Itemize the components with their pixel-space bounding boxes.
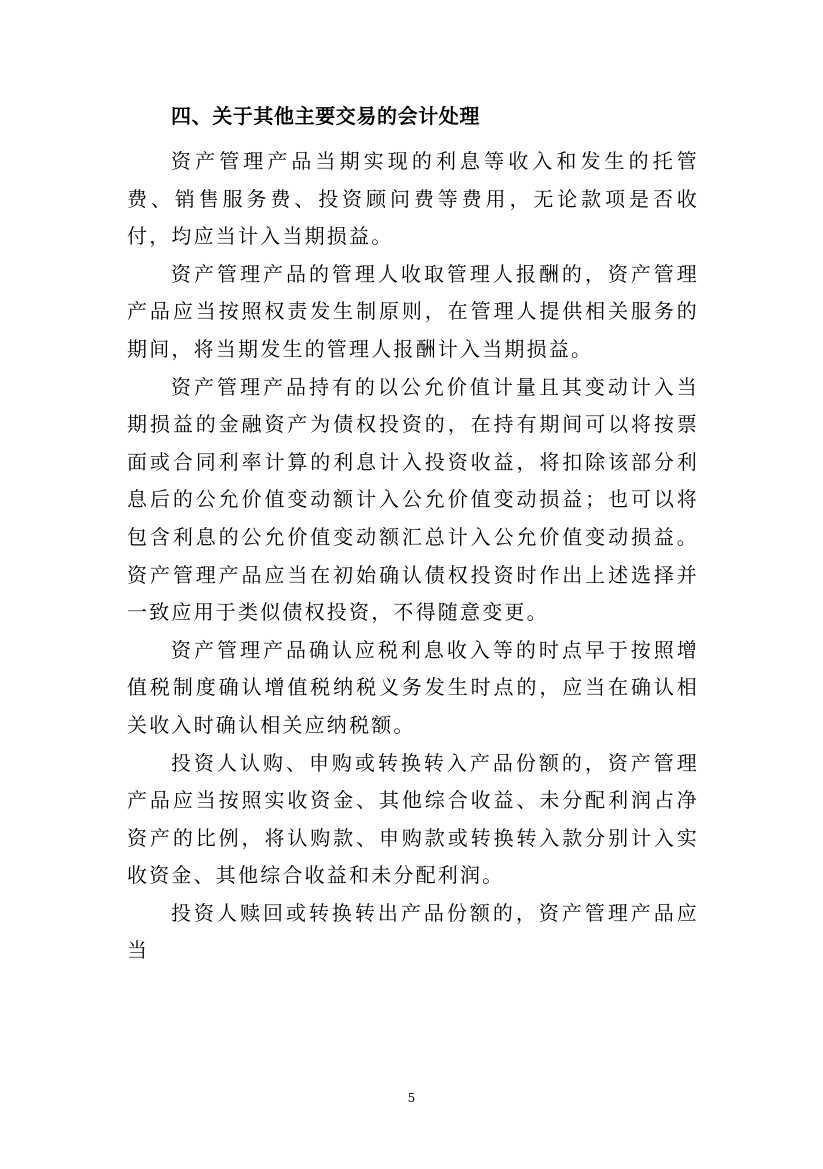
section-heading: 四、关于其他主要交易的会计处理 — [171, 104, 480, 128]
paragraph-redemption: 投资人赎回或转换转出产品份额的，资产管理产品应当 — [127, 900, 699, 963]
paragraph-subscription: 投资人认购、申购或转换转入产品份额的，资产管理产品应当按照实收资金、其他综合收益、未分配利润占净资产的比例，将认购款、申购款或转换转入款分别计入实收资金、其他综合收益和未分配利润。 — [127, 750, 699, 888]
body-text — [127, 143, 699, 970]
paragraph-vat: 资产管理产品确认应税利息收入等的时点早于按照增值税制度确认增值税纳税义务发生时点的，应当在确认相关收入时确认相关应纳税额。 — [127, 637, 699, 737]
paragraph-manager-fee: 资产管理产品的管理人收取管理人报酬的，资产管理产品应当按照权责发生制原则，在管理人提供相关服务的期间，将当期发生的管理人报酬计入当期损益。 — [127, 261, 699, 361]
paragraph-interest-income: 资产管理产品当期实现的利息等收入和发生的托管费、销售服务费、投资顾问费等费用，无论款项是否收付，均应当计入当期损益。 — [127, 149, 699, 249]
page-number: 5 — [407, 1091, 416, 1105]
paragraph-debt-investment: 资产管理产品持有的以公允价值计量且其变动计入当期损益的金融资产为债权投资的，在持有期间可以将按票面或合同利率计算的利息计入投资收益，将扣除该部分利息后的公允价值变动额计入公允价值变动损益；也可以将包含利息的公允价值变动额汇总计入公允价值变动损益。资产管理产品应当在初始确认债权投资时作出上述选择并一致应用于类似债权投资，不得随意变更。 — [127, 374, 699, 625]
